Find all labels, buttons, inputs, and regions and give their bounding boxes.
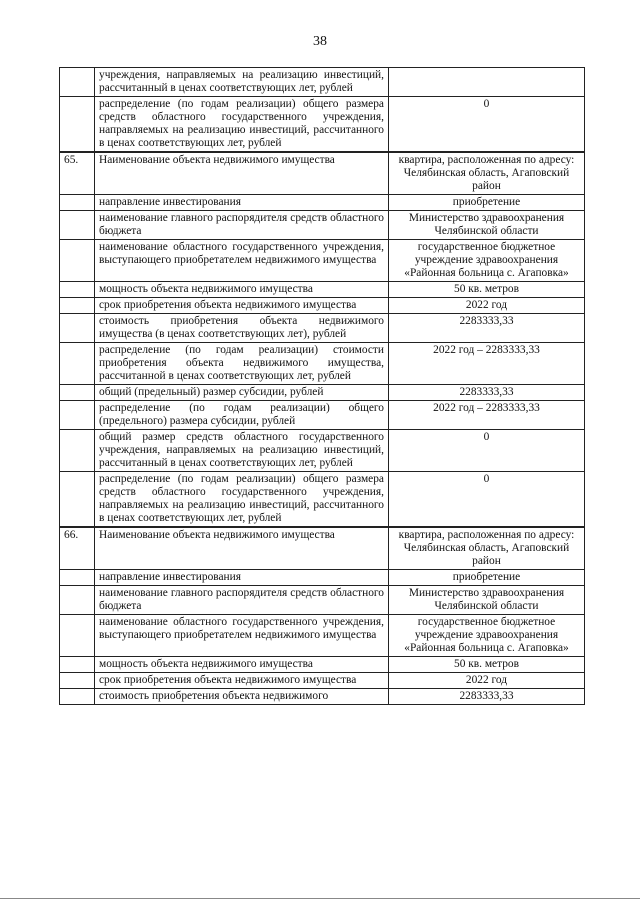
parameter-value-cell: Министерство здравоохранения Челябинской области [389,211,585,240]
parameter-value-cell: 2022 год [389,673,585,689]
row-number-cell [60,343,95,385]
parameter-label-cell: мощность объекта недвижимого имущества [95,657,389,673]
parameter-value-cell: Министерство здравоохранения Челябинской области [389,586,585,615]
parameter-value-cell: приобретение [389,570,585,586]
row-number-cell [60,68,95,97]
row-number-cell [60,385,95,401]
parameter-value-cell: 0 [389,430,585,472]
parameter-label-cell: срок приобретения объекта недвижимого имущества [95,673,389,689]
parameter-label-cell: распределение (по годам реализации) общего размера средств областного государственного учреждения, направляемых на реализацию инвестиций, рассчитанного в ценах соответствующих лет, рублей [95,472,389,528]
parameter-value-cell: 2283333,33 [389,314,585,343]
row-number-cell [60,657,95,673]
row-number-cell [60,586,95,615]
parameter-value-cell: 50 кв. метров [389,657,585,673]
page-number: 38 [313,34,327,49]
table-row [60,673,585,689]
table-row [60,97,585,153]
parameter-value-cell: 2283333,33 [389,385,585,401]
row-number-cell [60,97,95,153]
row-number-cell [60,472,95,528]
parameter-label-cell: срок приобретения объекта недвижимого имущества [95,298,389,314]
parameter-label-cell: общий размер средств областного государственного учреждения, направляемых на реализацию инвестиций, рассчитанный в ценах соответствующих лет, рублей [95,430,389,472]
row-number-cell [60,240,95,282]
parameter-value-cell: 0 [389,472,585,528]
table-row [60,282,585,298]
parameter-value-cell: 50 кв. метров [389,282,585,298]
row-number-cell [60,314,95,343]
parameter-value-cell: приобретение [389,195,585,211]
row-number-cell: 65. [60,152,95,195]
table-row [60,68,585,97]
table-row [60,385,585,401]
parameter-label-cell: распределение (по годам реализации) общего размера средств областного государственного учреждения, направляемых на реализацию инвестиций, рассчитанного в ценах соответствующих лет, рублей [95,97,389,153]
parameter-value-cell: 2022 год – 2283333,33 [389,343,585,385]
table-row [60,430,585,472]
parameter-value-cell: государственное бюджетное учреждение здравоохранения «Районная больница с. Агаповка» [389,615,585,657]
row-number-cell [60,211,95,240]
table-row [60,527,585,570]
parameter-label-cell: Наименование объекта недвижимого имущества [95,152,389,195]
row-number-cell [60,430,95,472]
table-row [60,298,585,314]
table-row [60,240,585,282]
row-number-cell [60,689,95,705]
parameter-label-cell: стоимость приобретения объекта недвижимого [95,689,389,705]
table-row [60,472,585,528]
parameter-label-cell: Наименование объекта недвижимого имущества [95,527,389,570]
row-number-cell [60,401,95,430]
parameter-label-cell: направление инвестирования [95,570,389,586]
parameter-label-cell: учреждения, направляемых на реализацию инвестиций, рассчитанный в ценах соответствующих лет, рублей [95,68,389,97]
parameter-label-cell: наименование главного распорядителя средств областного бюджета [95,586,389,615]
row-number-cell: 66. [60,527,95,570]
row-number-cell [60,570,95,586]
table-row [60,152,585,195]
parameter-label-cell: распределение (по годам реализации) стоимости приобретения объекта недвижимого имущества, рассчитанной в ценах соответствующих лет, рублей [95,343,389,385]
row-number-cell [60,615,95,657]
table-row [60,314,585,343]
table-row [60,586,585,615]
parameter-label-cell: наименование главного распорядителя средств областного бюджета [95,211,389,240]
row-number-cell [60,195,95,211]
table-row [60,689,585,705]
parameter-label-cell: стоимость приобретения объекта недвижимого имущества (в ценах соответствующих лет), рублей [95,314,389,343]
table-row [60,401,585,430]
table-row [60,615,585,657]
parameter-label-cell: наименование областного государственного учреждения, выступающего приобретателем недвижимого имущества [95,240,389,282]
parameter-value-cell: 2022 год [389,298,585,314]
row-number-cell [60,673,95,689]
row-number-cell [60,298,95,314]
parameter-value-cell: квартира, расположенная по адресу: Челябинская область, Агаповский район [389,152,585,195]
table-row [60,343,585,385]
parameter-value-cell: 0 [389,97,585,153]
parameter-value-cell: 2022 год – 2283333,33 [389,401,585,430]
table-row [60,211,585,240]
row-number-cell [60,282,95,298]
parameter-label-cell: направление инвестирования [95,195,389,211]
parameter-label-cell: распределение (по годам реализации) общего (предельного) размера субсидии, рублей [95,401,389,430]
property-table-body [60,68,585,705]
parameter-value-cell [389,68,585,97]
parameter-label-cell: общий (предельный) размер субсидии, рублей [95,385,389,401]
table-row [60,570,585,586]
table-row [60,657,585,673]
parameter-label-cell: мощность объекта недвижимого имущества [95,282,389,298]
parameter-label-cell: наименование областного государственного учреждения, выступающего приобретателем недвижимого имущества [95,615,389,657]
parameter-value-cell: государственное бюджетное учреждение здравоохранения «Районная больница с. Агаповка» [389,240,585,282]
table-row [60,195,585,211]
parameter-value-cell: 2283333,33 [389,689,585,705]
page-bottom-edge [0,898,640,899]
parameter-value-cell: квартира, расположенная по адресу: Челябинская область, Агаповский район [389,527,585,570]
property-table [59,67,585,705]
